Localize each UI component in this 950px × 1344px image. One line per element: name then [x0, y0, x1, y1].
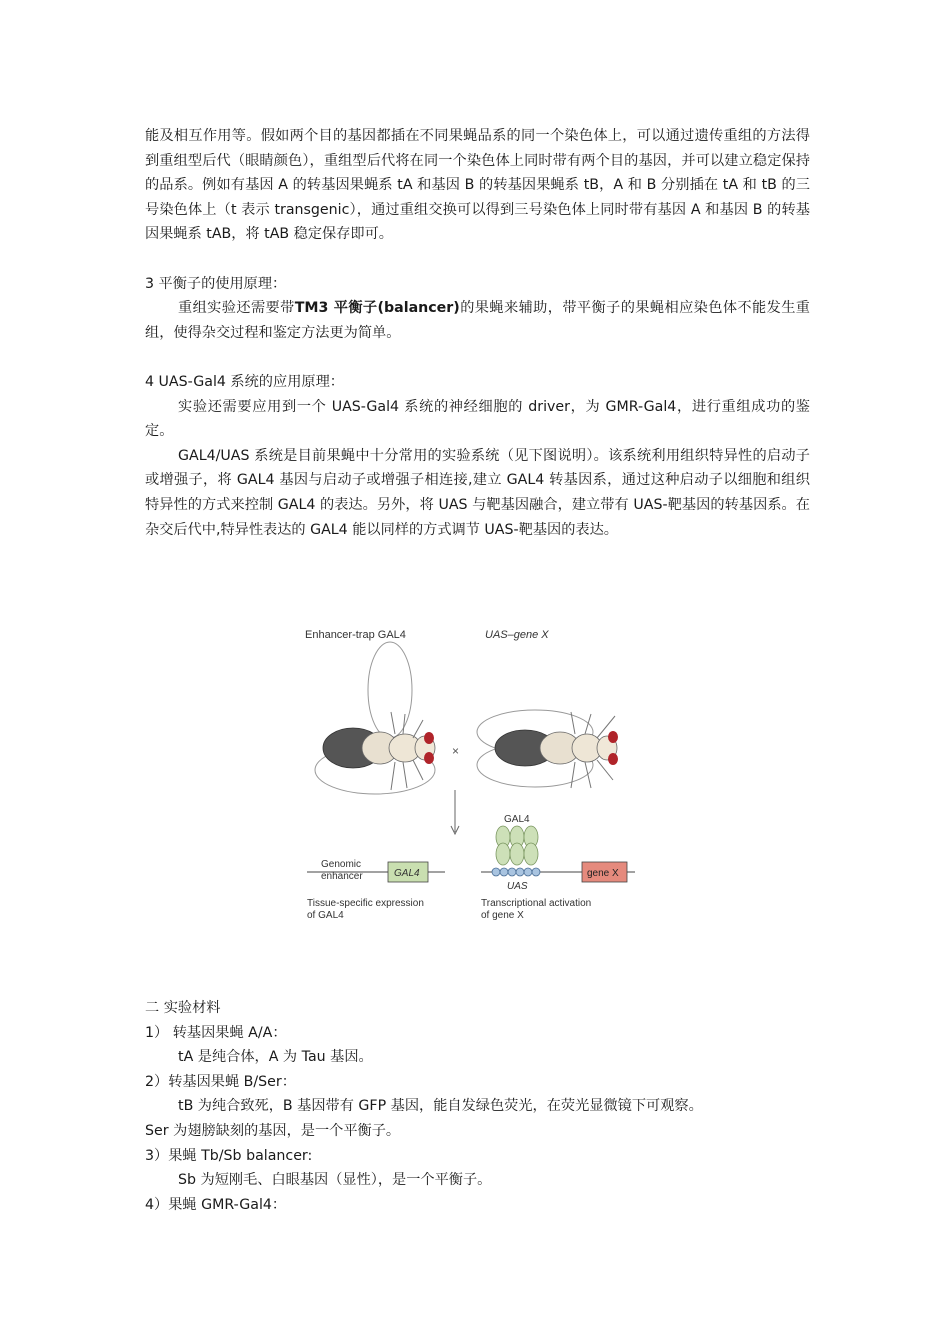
section-4-heading: 4 UAS-Gal4 系统的应用原理：: [145, 373, 344, 390]
uas-sites-icon: [492, 868, 540, 876]
spacer: [145, 247, 810, 272]
caption-right-line-2: of gene X: [481, 910, 524, 921]
genomic-label: Genomic: [321, 859, 362, 870]
gal4-box-label: GAL4: [394, 868, 420, 879]
material-item-4: 4）果蝇 GMR-Gal4：: [145, 1196, 287, 1213]
material-item-3: 3）果蝇 Tb/Sb balancer:: [145, 1147, 313, 1164]
materials-heading: 二 实验材料: [145, 1000, 221, 1016]
material-item-2-desc: tB 为纯合致死，B 基因带有 GFP 基因，能自发绿色荧光，在荧光显微镜下可观察。: [178, 1098, 703, 1115]
materials-section: [145, 996, 810, 1217]
document-body: [145, 124, 810, 542]
gal4-uas-figure: [295, 620, 655, 935]
gal4-protein-icon: [496, 826, 538, 865]
label-uas-gene-x: UAS–gene X: [485, 629, 549, 641]
caption-left-line-1: Tissue-specific expression: [307, 898, 424, 909]
paragraph-recombination: 能及相互作用等。假如两个目的基因都插在不同果蝇品系的同一个染色体上，可以通过遗传重组的方法得到重组型后代（眼睛颜色），重组型后代将在同一个染色体上同时带有两个目的基因，并可以建立稳定保持的品系。例如有基因 A 的转基因果蝇系 tA 和基因 B 的转基因果蝇系 tB，A 和 B 分别插在 tA 和 tB 的三号染色体上（t 表示 transgenic），通过重组交换可以得到三号染色体上同时带有基因 A 和基因 B 的转基因果蝇系 tAB，将 tAB 稳定保存即可。: [145, 128, 810, 243]
cross-symbol: ×: [452, 744, 460, 758]
spacer: [145, 345, 810, 370]
material-item-3-desc: Sb 为短刚毛、白眼基因（显性），是一个平衡子。: [178, 1172, 492, 1189]
section-3-heading: 3 平衡子的使用原理：: [145, 275, 287, 292]
caption-left-line-2: of GAL4: [307, 910, 344, 921]
material-item-1: 1） 转基因果蝇 A/A：: [145, 1024, 287, 1041]
down-arrow-icon: [451, 790, 459, 834]
material-item-2-desc-2: Ser 为翅膀缺刻的基因，是一个平衡子。: [145, 1122, 401, 1139]
material-item-1-desc: tA 是纯合体，A 为 Tau 基因。: [178, 1049, 373, 1066]
uas-label: UAS: [507, 881, 528, 892]
caption-right-line-1: Transcriptional activation: [481, 898, 592, 909]
gal4-protein-label: GAL4: [504, 814, 530, 825]
label-enhancer-trap: Enhancer-trap GAL4: [305, 629, 406, 641]
sec3-text-pre: 重组实验还需要带: [178, 300, 295, 317]
enhancer-label: enhancer: [321, 871, 363, 882]
sec3-bold-balancer: TM3 平衡子(balancer): [294, 300, 460, 317]
fly-right-illustration: [477, 710, 618, 788]
section-4-paragraph-1: 实验还需要应用到一个 UAS-Gal4 系统的神经细胞的 driver，为 GMR-Gal4，进行重组成功的鉴定。: [145, 398, 810, 440]
fly-left-illustration: [315, 642, 435, 794]
section-4-paragraph-2: GAL4/UAS 系统是目前果蝇中十分常用的实验系统（见下图说明）。该系统利用组织特异性的启动子或增强子，将 GAL4 基因与启动子或增强子相连接,建立 GAL4 转基因系，通过这种启动子以细胞和组织特异性的方式来控制 GAL4 的表达。另外，将 UAS 与靶基因融合，建立带有 UAS-靶基因的转基因系。在杂交后代中,特异性表达的 GAL4 能以同样的方式调节 UAS-靶基因的表达。: [145, 447, 810, 538]
section-3-paragraph: [145, 296, 810, 345]
sec3-text-post: 的果蝇来辅助，带平衡子的果蝇相应染色体不能发生重组，使得杂交过程和鉴定方法更为简单。: [145, 300, 810, 341]
material-item-2: 2）转基因果蝇 B/Ser：: [145, 1073, 296, 1090]
gene-x-label: gene X: [587, 868, 619, 879]
